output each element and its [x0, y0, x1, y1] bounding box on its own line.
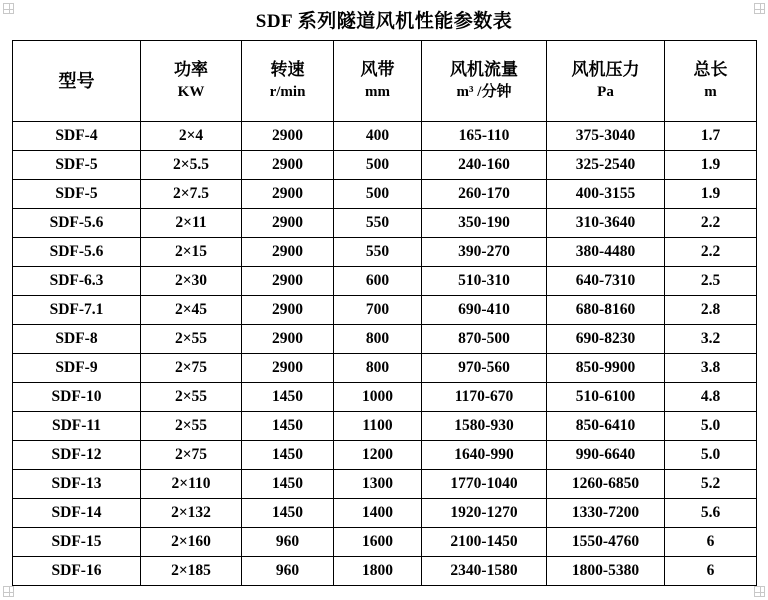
cell-power: 2×5.5: [141, 151, 242, 180]
cell-model: SDF-5: [13, 151, 141, 180]
spec-table-container: [0, 40, 768, 586]
page-title: SDF 系列隧道风机性能参数表: [255, 11, 513, 32]
column-header-flow-unit: m³ /分钟: [456, 84, 512, 101]
cell-speed: 2900: [242, 180, 334, 209]
cell-pressure: 400-3155: [547, 180, 665, 209]
cell-length: 5.0: [665, 412, 757, 441]
cell-duct: 500: [334, 151, 422, 180]
column-header-speed-label: 转速: [270, 60, 305, 80]
table-row: [13, 383, 757, 412]
cell-flow: 390-270: [422, 238, 547, 267]
cell-flow: 165-110: [422, 122, 547, 151]
cell-length: 6: [665, 557, 757, 586]
table-row: [13, 209, 757, 238]
cell-pressure: 1800-5380: [547, 557, 665, 586]
cell-power: 2×110: [141, 470, 242, 499]
cell-flow: 350-190: [422, 209, 547, 238]
crop-mark-bottom-left: [3, 586, 14, 597]
cell-model: SDF-10: [13, 383, 141, 412]
cell-speed: 960: [242, 528, 334, 557]
cell-flow: 970-560: [422, 354, 547, 383]
column-header-pressure-unit: Pa: [597, 84, 614, 101]
cell-speed: 1450: [242, 470, 334, 499]
table-row: [13, 528, 757, 557]
cell-power: 2×55: [141, 325, 242, 354]
cell-flow: 240-160: [422, 151, 547, 180]
cell-length: 2.2: [665, 209, 757, 238]
cell-duct: 1800: [334, 557, 422, 586]
table-row: [13, 296, 757, 325]
cell-length: 3.8: [665, 354, 757, 383]
cell-length: 1.7: [665, 122, 757, 151]
cell-flow: 1920-1270: [422, 499, 547, 528]
cell-flow: 510-310: [422, 267, 547, 296]
cell-power: 2×55: [141, 412, 242, 441]
table-row: [13, 557, 757, 586]
cell-flow: 1170-670: [422, 383, 547, 412]
column-header-power-label: 功率: [174, 60, 208, 80]
table-row: [13, 151, 757, 180]
cell-length: 5.6: [665, 499, 757, 528]
column-header-length-label: 总长: [693, 60, 728, 80]
cell-duct: 1600: [334, 528, 422, 557]
column-header-length: [665, 41, 757, 122]
cell-length: 3.2: [665, 325, 757, 354]
cell-duct: 1400: [334, 499, 422, 528]
cell-length: 5.0: [665, 441, 757, 470]
cell-power: 2×30: [141, 267, 242, 296]
cell-power: 2×160: [141, 528, 242, 557]
cell-pressure: 690-8230: [547, 325, 665, 354]
table-row: [13, 499, 757, 528]
cell-pressure: 510-6100: [547, 383, 665, 412]
cell-pressure: 640-7310: [547, 267, 665, 296]
cell-pressure: 990-6640: [547, 441, 665, 470]
cell-speed: 2900: [242, 296, 334, 325]
cell-duct: 500: [334, 180, 422, 209]
cell-speed: 2900: [242, 325, 334, 354]
table-row: [13, 238, 757, 267]
column-header-duct-label: 风带: [360, 60, 395, 80]
cell-pressure: 1330-7200: [547, 499, 665, 528]
cell-flow: 2340-1580: [422, 557, 547, 586]
cell-length: 1.9: [665, 180, 757, 209]
cell-length: 6: [665, 528, 757, 557]
cell-flow: 1580-930: [422, 412, 547, 441]
cell-duct: 800: [334, 354, 422, 383]
cell-speed: 1450: [242, 412, 334, 441]
cell-pressure: 375-3040: [547, 122, 665, 151]
cell-flow: 690-410: [422, 296, 547, 325]
cell-pressure: 1550-4760: [547, 528, 665, 557]
cell-pressure: 680-8160: [547, 296, 665, 325]
cell-power: 2×45: [141, 296, 242, 325]
column-header-model-label: 型号: [58, 70, 95, 91]
cell-speed: 1450: [242, 441, 334, 470]
table-header: [13, 41, 757, 122]
cell-duct: 600: [334, 267, 422, 296]
table-row: [13, 267, 757, 296]
cell-power: 2×75: [141, 441, 242, 470]
cell-flow: 260-170: [422, 180, 547, 209]
cell-speed: 2900: [242, 122, 334, 151]
cell-model: SDF-15: [13, 528, 141, 557]
cell-speed: 2900: [242, 354, 334, 383]
cell-power: 2×4: [141, 122, 242, 151]
column-header-pressure: [547, 41, 665, 122]
cell-flow: 1770-1040: [422, 470, 547, 499]
cell-length: 2.2: [665, 238, 757, 267]
cell-speed: 2900: [242, 151, 334, 180]
cell-model: SDF-9: [13, 354, 141, 383]
cell-power: 2×55: [141, 383, 242, 412]
cell-length: 5.2: [665, 470, 757, 499]
cell-flow: 2100-1450: [422, 528, 547, 557]
crop-mark-top-right: [754, 3, 765, 14]
cell-pressure: 1260-6850: [547, 470, 665, 499]
cell-power: 2×7.5: [141, 180, 242, 209]
cell-model: SDF-5.6: [13, 209, 141, 238]
column-header-power: [141, 41, 242, 122]
cell-power: 2×75: [141, 354, 242, 383]
column-header-power-unit: KW: [177, 84, 205, 101]
cell-speed: 960: [242, 557, 334, 586]
table-row: [13, 470, 757, 499]
cell-duct: 700: [334, 296, 422, 325]
cell-pressure: 380-4480: [547, 238, 665, 267]
cell-model: SDF-13: [13, 470, 141, 499]
column-header-flow: [422, 41, 547, 122]
cell-flow: 870-500: [422, 325, 547, 354]
cell-length: 1.9: [665, 151, 757, 180]
cell-model: SDF-12: [13, 441, 141, 470]
table-header-row: [13, 41, 757, 122]
cell-length: 2.5: [665, 267, 757, 296]
cell-speed: 2900: [242, 238, 334, 267]
cell-duct: 800: [334, 325, 422, 354]
column-header-pressure-label: 风机压力: [571, 60, 640, 80]
cell-speed: 1450: [242, 499, 334, 528]
cell-model: SDF-8: [13, 325, 141, 354]
crop-mark-bottom-right: [754, 586, 765, 597]
cell-speed: 2900: [242, 267, 334, 296]
cell-model: SDF-16: [13, 557, 141, 586]
table-body: [13, 122, 757, 586]
spec-table: [12, 40, 757, 586]
cell-flow: 1640-990: [422, 441, 547, 470]
cell-duct: 400: [334, 122, 422, 151]
cell-speed: 1450: [242, 383, 334, 412]
cell-pressure: 850-6410: [547, 412, 665, 441]
cell-duct: 550: [334, 209, 422, 238]
cell-power: 2×11: [141, 209, 242, 238]
cell-pressure: 325-2540: [547, 151, 665, 180]
table-row: [13, 180, 757, 209]
cell-power: 2×132: [141, 499, 242, 528]
cell-power: 2×15: [141, 238, 242, 267]
column-header-duct-unit: mm: [365, 84, 390, 101]
column-header-speed-unit: r/min: [269, 84, 306, 101]
cell-model: SDF-11: [13, 412, 141, 441]
column-header-length-unit: m: [704, 84, 717, 101]
cell-model: SDF-14: [13, 499, 141, 528]
cell-speed: 2900: [242, 209, 334, 238]
crop-mark-top-left: [3, 3, 14, 14]
table-row: [13, 412, 757, 441]
cell-model: SDF-5: [13, 180, 141, 209]
cell-duct: 1000: [334, 383, 422, 412]
cell-duct: 1100: [334, 412, 422, 441]
table-row: [13, 354, 757, 383]
column-header-model: [13, 41, 141, 122]
cell-duct: 550: [334, 238, 422, 267]
cell-model: SDF-5.6: [13, 238, 141, 267]
column-header-flow-label: 风机流量: [450, 60, 518, 80]
column-header-duct: [334, 41, 422, 122]
cell-model: SDF-7.1: [13, 296, 141, 325]
cell-duct: 1300: [334, 470, 422, 499]
cell-length: 4.8: [665, 383, 757, 412]
cell-pressure: 310-3640: [547, 209, 665, 238]
cell-power: 2×185: [141, 557, 242, 586]
cell-model: SDF-4: [13, 122, 141, 151]
table-row: [13, 325, 757, 354]
column-header-speed: [242, 41, 334, 122]
cell-model: SDF-6.3: [13, 267, 141, 296]
table-row: [13, 441, 757, 470]
cell-length: 2.8: [665, 296, 757, 325]
table-row: [13, 122, 757, 151]
cell-pressure: 850-9900: [547, 354, 665, 383]
cell-duct: 1200: [334, 441, 422, 470]
